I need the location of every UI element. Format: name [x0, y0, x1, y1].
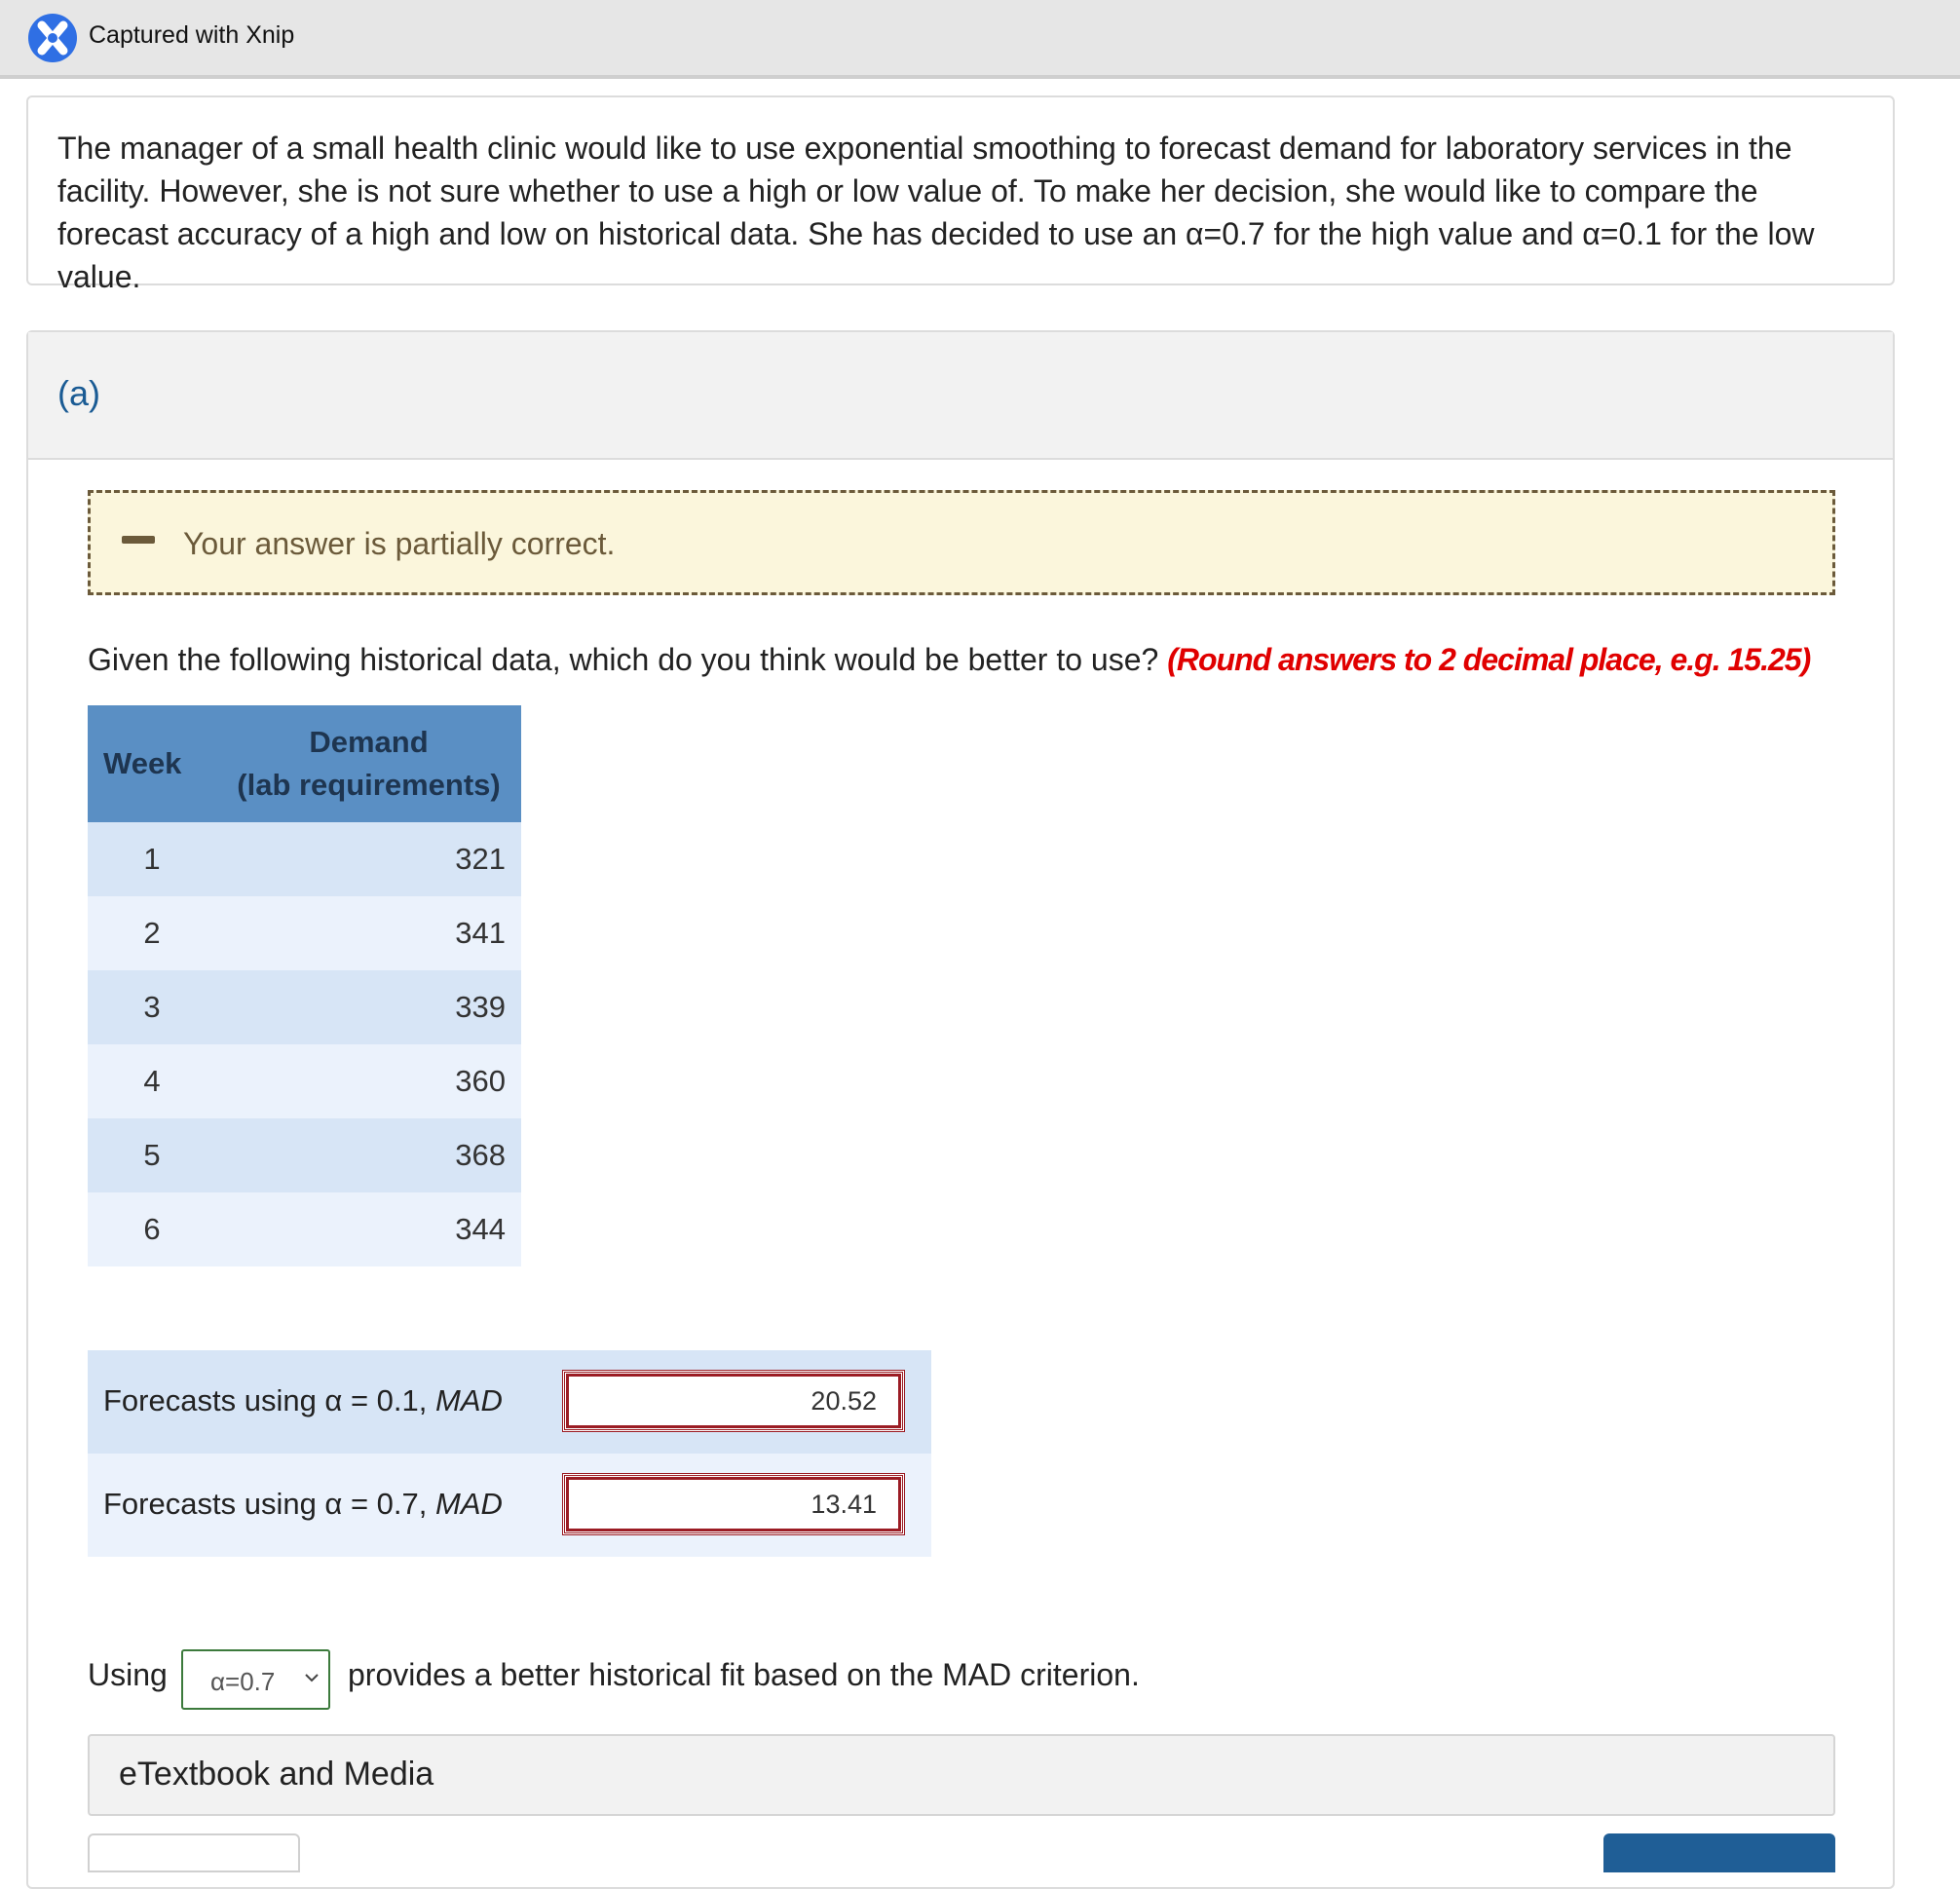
- primary-button[interactable]: [1603, 1833, 1835, 1872]
- demand-header: [216, 705, 521, 822]
- table-row: [88, 1118, 521, 1192]
- mad-label-em: MAD: [435, 1487, 503, 1521]
- week-cell: 4: [88, 1044, 216, 1118]
- demand-cell: 344: [216, 1192, 521, 1266]
- partial-correct-icon: [122, 536, 155, 544]
- table-row: [88, 822, 521, 896]
- table-row: [88, 970, 521, 1044]
- problem-statement-card: [26, 95, 1895, 294]
- chevron-down-icon: [303, 1669, 320, 1686]
- mad-label-alpha-0-1: [103, 1383, 503, 1418]
- xnip-logo-icon: [28, 14, 77, 62]
- part-a-label: (a): [57, 373, 100, 413]
- week-cell: 1: [88, 822, 216, 896]
- part-a-card: [26, 330, 1895, 1889]
- conclusion-text: provides a better historical fit based on the MAD criterion.: [348, 1657, 1140, 1692]
- week-cell: 6: [88, 1192, 216, 1266]
- question-body: Given the following historical data, which do you think would be better to use?: [88, 642, 1159, 677]
- demand-header-line2: (lab requirements): [237, 768, 501, 802]
- demand-cell: 321: [216, 822, 521, 896]
- part-a-header: [28, 332, 1893, 460]
- secondary-button[interactable]: [88, 1833, 300, 1872]
- table-row: [88, 1192, 521, 1266]
- demand-cell: 339: [216, 970, 521, 1044]
- etextbook-media-label: eTextbook and Media: [119, 1756, 434, 1793]
- mad-row-alpha-0-1: [88, 1350, 931, 1454]
- mad-label-em: MAD: [435, 1383, 503, 1417]
- demand-table: [88, 705, 521, 1266]
- week-cell: 3: [88, 970, 216, 1044]
- feedback-banner: [88, 490, 1835, 595]
- feedback-message: Your answer is partially correct.: [183, 526, 616, 561]
- question-text: [88, 642, 1810, 678]
- alpha-select[interactable]: [181, 1649, 330, 1710]
- week-cell: 5: [88, 1118, 216, 1192]
- week-header: Week: [88, 705, 216, 822]
- mad-input-alpha-0-1[interactable]: 20.52: [562, 1370, 905, 1432]
- demand-cell: 341: [216, 896, 521, 970]
- week-cell: 2: [88, 896, 216, 970]
- table-row: [88, 896, 521, 970]
- demand-cell: 368: [216, 1118, 521, 1192]
- demand-cell: 360: [216, 1044, 521, 1118]
- mad-answer-table: [88, 1350, 931, 1557]
- mad-row-alpha-0-7: [88, 1454, 931, 1557]
- rounding-note: (Round answers to 2 decimal place, e.g. 15.25): [1167, 642, 1811, 677]
- mad-label-prefix: Forecasts using α = 0.1,: [103, 1383, 435, 1417]
- problem-statement: The manager of a small health clinic would like to use exponential smoothing to forecast demand for laboratory services in the facility. However, she is not sure whether to use a high or low value of. To make her decision, she would like to compare the forecast accuracy of a high and low on historical data. She has decided to use an α=0.7 for the high value and α=0.1 for the low value.: [57, 131, 1815, 294]
- xnip-titlebar: [0, 0, 1960, 79]
- etextbook-media-bar[interactable]: [88, 1734, 1835, 1816]
- alpha-select-value: α=0.7: [210, 1667, 276, 1696]
- using-label: Using: [88, 1657, 168, 1692]
- xnip-caption: Captured with Xnip: [89, 21, 295, 49]
- table-row: [88, 1044, 521, 1118]
- mad-label-alpha-0-7: [103, 1487, 503, 1522]
- mad-input-alpha-0-7[interactable]: 13.41: [562, 1473, 905, 1535]
- demand-header-line1: Demand: [309, 725, 429, 759]
- mad-label-prefix: Forecasts using α = 0.7,: [103, 1487, 435, 1521]
